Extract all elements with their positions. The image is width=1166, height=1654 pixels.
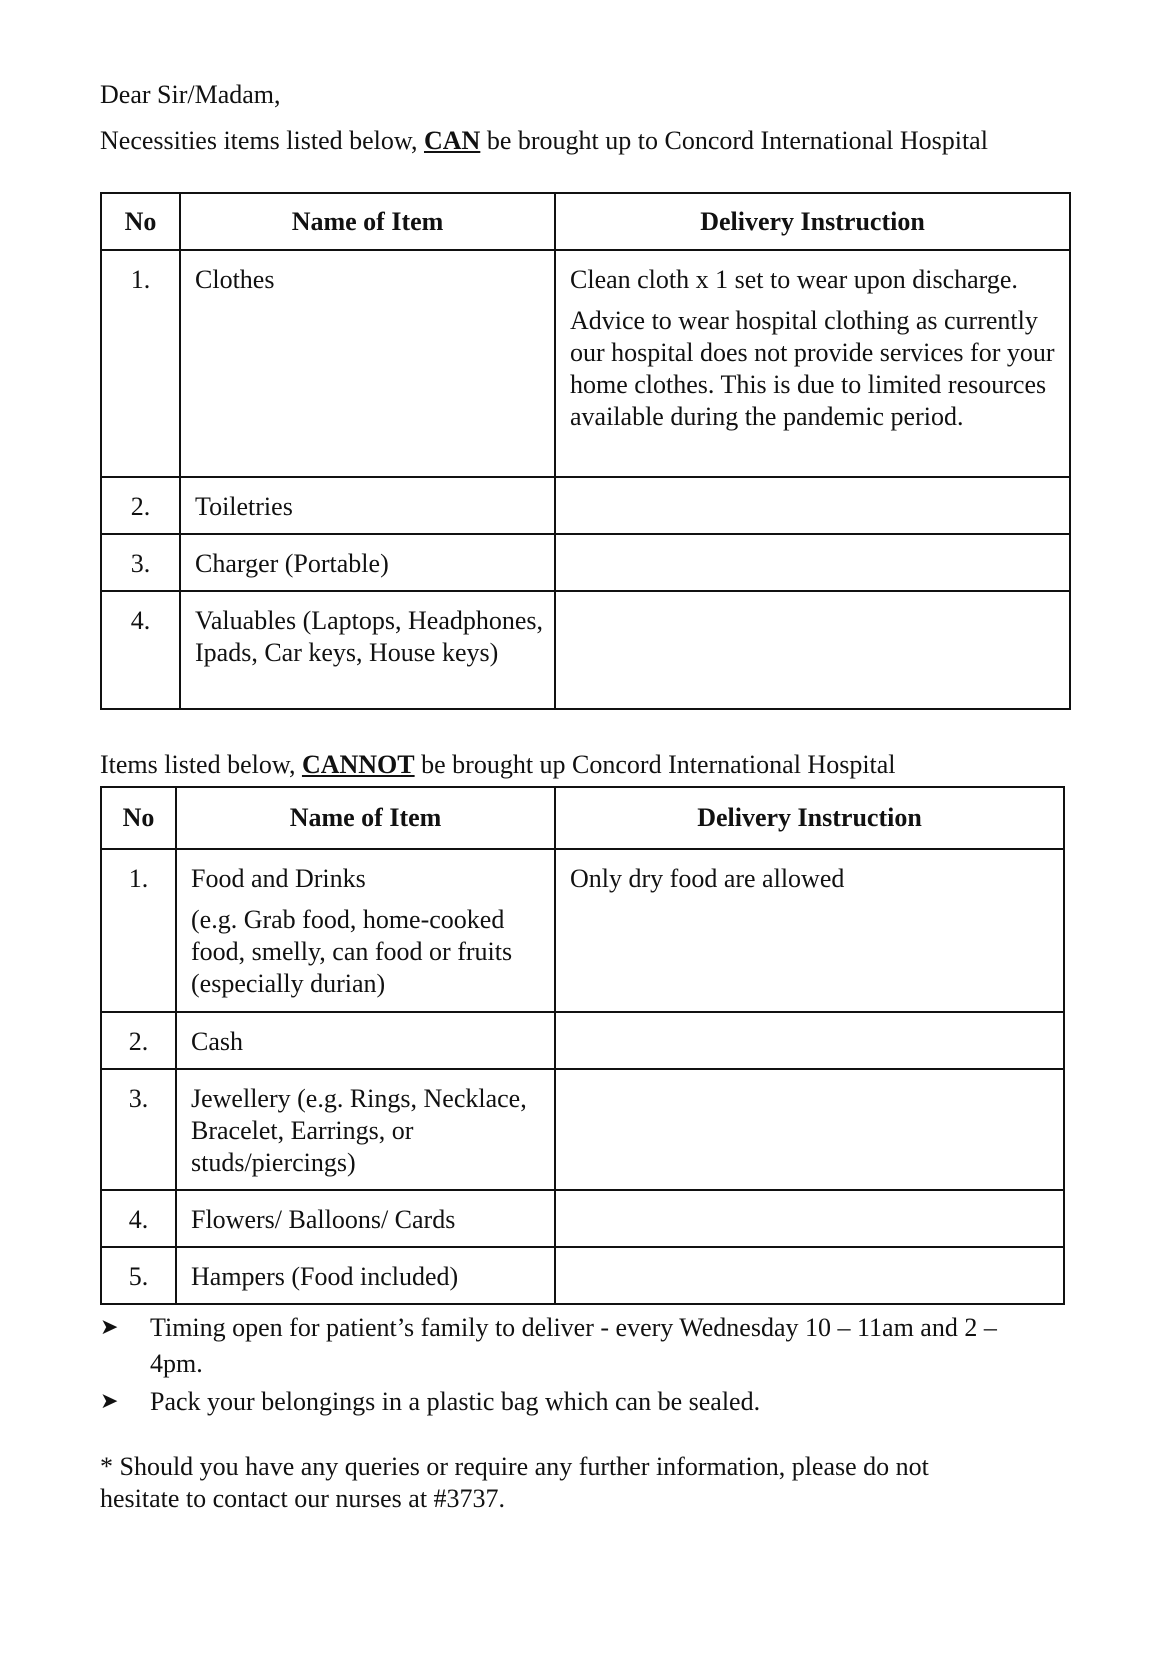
table-row [101,534,1070,591]
row-number: 2. [130,492,151,521]
delivery-instruction: Clean cloth x 1 set to wear upon discharge. [570,265,1018,294]
arrowhead-bullet-icon: ➤ [100,1315,119,1340]
table-row [101,477,1070,534]
cannot-table [100,786,1065,1305]
delivery-instruction [570,1070,1053,1093]
header-name-of-item: Name of Item [176,787,555,849]
cannot-intro-before: Items listed below, [100,750,302,779]
cannot-table-header [101,787,1064,849]
item-name: Flowers/ Balloons/ Cards [191,1205,456,1234]
arrowhead-bullet-icon: ➤ [100,1389,119,1414]
item-name: Valuables (Laptops, Headphones, Ipads, Car keys, House keys) [195,606,544,667]
bullet-text: Timing open for patient’s family to deliver - every Wednesday 10 – 11am and 2 – 4pm. [150,1313,997,1378]
header-delivery-instruction: Delivery Instruction [555,193,1070,250]
delivery-instruction-note: Advice to wear hospital clothing as currently our hospital does not provide services for your home clothes. This is due to limited resources available during the pandemic period. [570,306,1055,431]
item-name: Clothes [195,265,275,294]
table-row [101,849,1064,1012]
bullet-item [100,1310,1040,1382]
delivery-instruction [570,535,1059,558]
cannot-intro-after: be brought up Concord International Hospital [414,750,896,779]
table-row [101,1190,1064,1247]
header-no: No [101,787,176,849]
table-row [101,1247,1064,1304]
item-name: Toiletries [195,492,293,521]
row-number: 1. [130,265,151,294]
can-intro-after: be brought up to Concord International Hospital [480,126,988,155]
row-number: 5. [128,1262,149,1291]
can-intro-before: Necessities items listed below, [100,126,424,155]
row-number: 3. [130,549,151,578]
item-name: Food and Drinks [191,864,366,893]
cannot-intro [100,748,1060,781]
header-no: No [101,193,180,250]
bullet-item [100,1384,1040,1420]
row-number: 4. [130,606,151,635]
table-row [101,250,1070,477]
item-examples: (e.g. Grab food, home-cooked food, smelly, can food or fruits (especially durian) [191,905,513,998]
item-name: Charger (Portable) [195,549,389,578]
delivery-instruction [570,592,1059,615]
delivery-instruction [570,1248,1053,1271]
header-delivery-instruction: Delivery Instruction [555,787,1064,849]
row-number: 1. [128,864,149,893]
delivery-instruction [570,1191,1053,1214]
bullet-text: Pack your belongings in a plastic bag which can be sealed. [150,1387,761,1416]
item-name: Cash [191,1027,243,1056]
greeting: Dear Sir/Madam, [100,80,281,109]
item-name: Jewellery (e.g. Rings, Necklace, Bracelet, Earrings, or studs/piercings) [191,1084,527,1177]
header-name-of-item: Name of Item [180,193,555,250]
table-row [101,1012,1064,1069]
can-intro [100,124,1030,157]
delivery-instruction [570,1013,1053,1036]
cannot-emphasis: CANNOT [301,750,415,779]
can-table-header [101,193,1070,250]
row-number: 2. [128,1027,149,1056]
table-row [101,591,1070,709]
can-table [100,192,1071,710]
table-row [101,1069,1064,1190]
can-emphasis: CAN [423,126,481,155]
row-number: 4. [128,1205,149,1234]
delivery-instruction [570,478,1059,501]
row-number: 3. [128,1084,149,1113]
delivery-instruction: Only dry food are allowed [570,864,845,893]
item-name: Hampers (Food included) [191,1262,459,1291]
footnote: * Should you have any queries or require any further information, please do not hesitate to contact our nurses at #3737. [100,1452,929,1513]
